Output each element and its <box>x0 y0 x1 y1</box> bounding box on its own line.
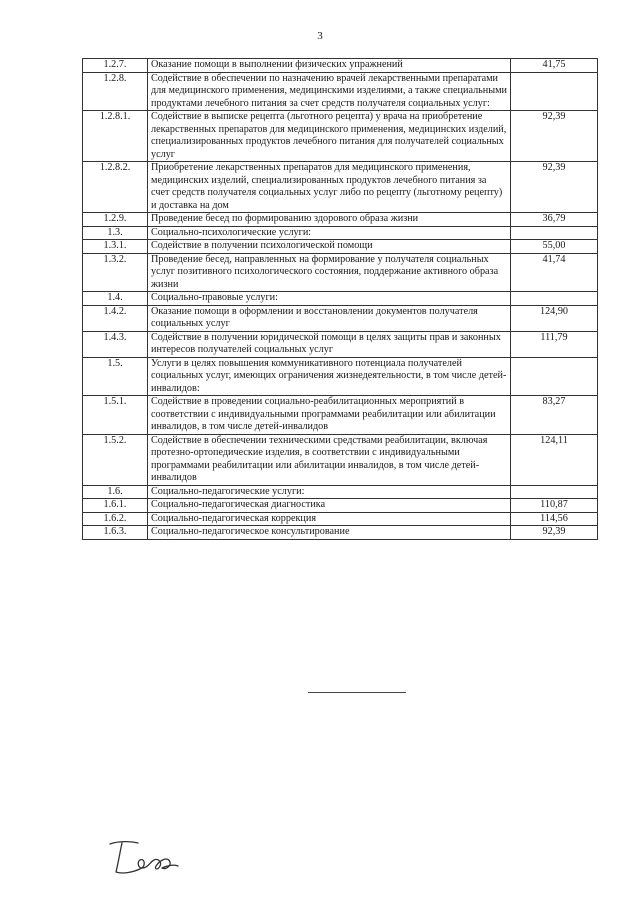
row-number: 1.2.8.2. <box>83 162 148 213</box>
table-row <box>83 434 598 485</box>
service-description: Социально-педагогические услуги: <box>148 485 511 499</box>
service-description: Проведение бесед по формированию здорового образа жизни <box>148 213 511 227</box>
row-number: 1.2.8. <box>83 72 148 111</box>
service-description: Содействие в выписке рецепта (льготного рецепта) у врача на приобретение лекарственных препаратов для медицинского применения, медицинских изделий, специализированных продуктов лечебного питания для получателей социальных услуг <box>148 111 511 162</box>
table-row <box>83 331 598 357</box>
table-row <box>83 292 598 306</box>
service-price: 41,74 <box>511 253 598 292</box>
service-price: 124,11 <box>511 434 598 485</box>
service-description: Социально-правовые услуги: <box>148 292 511 306</box>
row-number: 1.3.2. <box>83 253 148 292</box>
service-description: Содействие в получении юридической помощи в целях защиты прав и законных интересов получателей социальных услуг <box>148 331 511 357</box>
row-number: 1.6.1. <box>83 499 148 513</box>
row-number: 1.3. <box>83 226 148 240</box>
row-number: 1.4.2. <box>83 305 148 331</box>
row-number: 1.5. <box>83 357 148 396</box>
service-description: Приобретение лекарственных препаратов для медицинского применения, медицинских изделий, специализированных продуктов лечебного питания за счет средств получателя социальных услуг либо по рецепту (льготному рецепту) и доставка на дом <box>148 162 511 213</box>
table-row <box>83 59 598 73</box>
service-price: 41,75 <box>511 59 598 73</box>
handwritten-signature <box>104 838 184 878</box>
table-row <box>83 111 598 162</box>
service-price: 92,39 <box>511 111 598 162</box>
service-description: Оказание помощи в выполнении физических упражнений <box>148 59 511 73</box>
service-price: 36,79 <box>511 213 598 227</box>
table-row <box>83 213 598 227</box>
service-price <box>511 485 598 499</box>
service-price: 55,00 <box>511 240 598 254</box>
table-row <box>83 357 598 396</box>
row-number: 1.6.2. <box>83 512 148 526</box>
table-row <box>83 253 598 292</box>
row-number: 1.2.9. <box>83 213 148 227</box>
table-row <box>83 305 598 331</box>
row-number: 1.5.1. <box>83 396 148 435</box>
row-number: 1.4. <box>83 292 148 306</box>
table-row <box>83 526 598 540</box>
table-row <box>83 485 598 499</box>
row-number: 1.6.3. <box>83 526 148 540</box>
service-description: Услуги в целях повышения коммуникативного потенциала получателей социальных услуг, имеющих ограничения жизнедеятельности, в том числе детей-инвалидов: <box>148 357 511 396</box>
service-description: Социально-педагогическая коррекция <box>148 512 511 526</box>
row-number: 1.6. <box>83 485 148 499</box>
service-price: 114,56 <box>511 512 598 526</box>
page-number: 3 <box>317 30 323 42</box>
service-description: Проведение бесед, направленных на формирование у получателя социальных услуг позитивного психологического состояния, поддержание активного образа жизни <box>148 253 511 292</box>
service-price: 110,87 <box>511 499 598 513</box>
table-row <box>83 162 598 213</box>
service-price <box>511 292 598 306</box>
service-price: 92,39 <box>511 526 598 540</box>
service-price: 83,27 <box>511 396 598 435</box>
service-description: Социально-педагогическое консультирование <box>148 526 511 540</box>
service-description: Содействие в получении психологической помощи <box>148 240 511 254</box>
service-price <box>511 226 598 240</box>
service-description: Содействие в обеспечении техническими средствами реабилитации, включая протезно-ортопедические изделия, в соответствии с индивидуальными программами реабилитации или абилитации инвалидов, в том числе детей-инвалидов <box>148 434 511 485</box>
table-row <box>83 499 598 513</box>
table-row <box>83 396 598 435</box>
service-price: 124,90 <box>511 305 598 331</box>
row-number: 1.2.8.1. <box>83 111 148 162</box>
footer-divider <box>308 692 406 693</box>
service-price: 92,39 <box>511 162 598 213</box>
table-row <box>83 72 598 111</box>
service-description: Оказание помощи в оформлении и восстановлении документов получателя социальных услуг <box>148 305 511 331</box>
row-number: 1.5.2. <box>83 434 148 485</box>
table-row <box>83 240 598 254</box>
service-description: Содействие в обеспечении по назначению врачей лекарственными препаратами для медицинского применения, медицинскими изделиями, а также специальными продуктами лечебного питания за счет средств получателя социальных услуг: <box>148 72 511 111</box>
row-number: 1.2.7. <box>83 59 148 73</box>
service-description: Социально-психологические услуги: <box>148 226 511 240</box>
services-price-table <box>82 58 598 540</box>
service-price: 111,79 <box>511 331 598 357</box>
table-row <box>83 226 598 240</box>
row-number: 1.4.3. <box>83 331 148 357</box>
row-number: 1.3.1. <box>83 240 148 254</box>
service-price <box>511 72 598 111</box>
service-description: Социально-педагогическая диагностика <box>148 499 511 513</box>
service-description: Содействие в проведении социально-реабилитационных мероприятий в соответствии с индивидуальными программами реабилитации или абилитации инвалидов, в том числе детей-инвалидов <box>148 396 511 435</box>
table-row <box>83 512 598 526</box>
service-price <box>511 357 598 396</box>
